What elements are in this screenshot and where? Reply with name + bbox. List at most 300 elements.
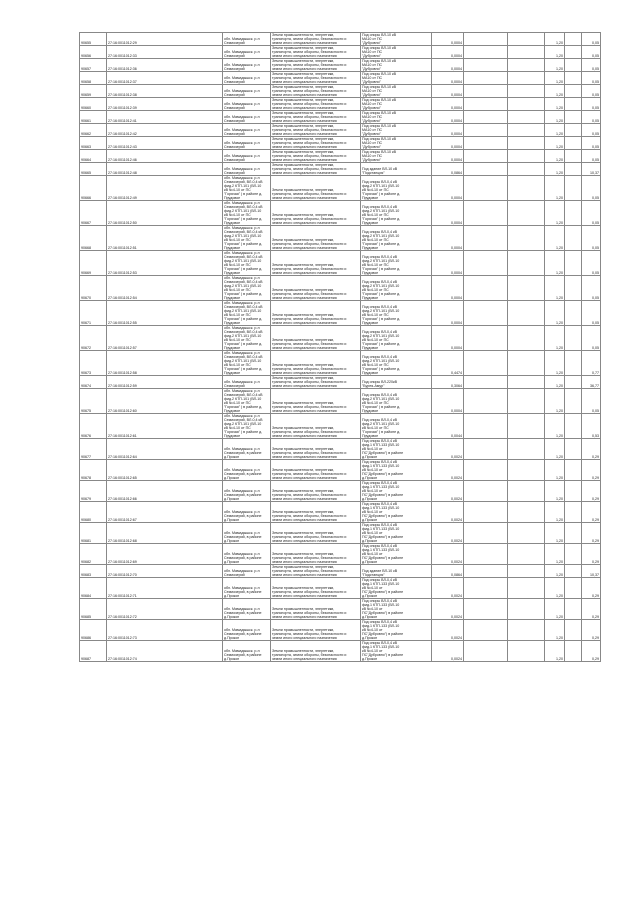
plot-number-cell: 90658 (80, 72, 107, 85)
land-category-cell: Земли промышленности, энергетики, транспорта, земли обороны, безопасности и земли иного специального назначения (271, 46, 361, 59)
permitted-use-cell: Под опоры ВЛ-0,4 кВ фид.2 КТП-101 (ВЛ-10 кВ №4-10 от ПС "Горячая" ) в районе д. Прудовое (361, 389, 432, 414)
area-cell: 0,4474 (432, 351, 464, 376)
table-row (80, 59, 601, 72)
rate-cell: 1,20 (545, 376, 565, 389)
cadastral-number-cell: 27:16:0011012:73 (107, 620, 223, 641)
area-cell: 0,0004 (432, 301, 464, 326)
rate-cell: 1,20 (545, 46, 565, 59)
table-row (80, 176, 601, 201)
plot-number-cell: 90685 (80, 599, 107, 620)
area-cell: 0,0004 (432, 389, 464, 414)
sum-cell: 10,37 (582, 163, 601, 176)
empty-cell (508, 33, 545, 46)
empty-cell (565, 326, 582, 351)
permitted-use-cell: Под опоры ВЛ-220кВ "Бурея-Амур" (361, 376, 432, 389)
area-cell: 0,0024 (432, 641, 464, 662)
land-category-cell: Земли промышленности, энергетики, транспорта, земли обороны, безопасности и земли иного специального назначения (271, 226, 361, 251)
sum-cell: 0,05 (582, 226, 601, 251)
empty-cell (464, 599, 508, 620)
land-category-cell: Земли промышленности, энергетики, транспорта, земли обороны, безопасности и земли иного специального назначения (271, 176, 361, 201)
empty-cell (565, 620, 582, 641)
empty-cell (464, 85, 508, 98)
cadastral-number-cell: 27:16:0011012:58 (107, 351, 223, 376)
empty-cell (508, 599, 545, 620)
permitted-use-cell: Под опоры ВЛ-10 кВ МА10 от ПС "Дубровно" (361, 111, 432, 124)
sum-cell: 0,05 (582, 72, 601, 85)
sum-cell: 0,05 (582, 137, 601, 150)
empty-cell (565, 389, 582, 414)
empty-cell (508, 481, 545, 502)
cadastral-number-cell: 27:16:0011012:51 (107, 226, 223, 251)
cadastral-number-cell: 27:16:0011012:50 (107, 201, 223, 226)
sum-cell: 0,29 (582, 481, 601, 502)
rate-cell: 1,20 (545, 176, 565, 201)
rate-cell: 1,20 (545, 439, 565, 460)
empty-cell (464, 389, 508, 414)
sum-cell: 0,05 (582, 33, 601, 46)
empty-cell (508, 523, 545, 544)
table-body (80, 33, 601, 662)
land-category-cell: Земли промышленности, энергетики, транспорта, земли обороны, безопасности и земли иного специального назначения (271, 326, 361, 351)
address-cell: обл. Мамадышск. р-н Семиозерий (223, 33, 271, 46)
empty-cell (464, 276, 508, 301)
plot-number-cell: 90669 (80, 251, 107, 276)
table-row (80, 565, 601, 578)
area-cell: 0,0004 (432, 98, 464, 111)
empty-cell (464, 137, 508, 150)
rate-cell: 1,20 (545, 226, 565, 251)
address-cell: обл. Мамадышск. р-н Семиозерий, ВЛ-0,4 кВ фид.2 КТП-101 (ВЛ-10 кВ №4-10 от ПС "Горячая" ) в районе д. Прудовое (223, 201, 271, 226)
land-category-cell: Земли промышленности, энергетики, транспорта, земли обороны, безопасности и земли иного специального назначения (271, 414, 361, 439)
area-cell: 0,0004 (432, 326, 464, 351)
empty-cell (508, 301, 545, 326)
sum-cell: 0,05 (582, 85, 601, 98)
cadastral-number-cell: 27:16:0011012:70 (107, 565, 223, 578)
cadastral-number-cell: 27:16:0011012:38 (107, 85, 223, 98)
plot-number-cell: 90668 (80, 226, 107, 251)
empty-cell (565, 439, 582, 460)
empty-cell (508, 201, 545, 226)
land-plots-table (79, 32, 601, 662)
address-cell: обл. Мамадышск. р-н Семиозерий, ВЛ-0,4 кВ фид.2 КТП-101 (ВЛ-10 кВ №4-10 от ПС "Горячая" ) в районе д. Прудовое (223, 301, 271, 326)
rate-cell: 1,20 (545, 599, 565, 620)
area-cell: 0,3064 (432, 376, 464, 389)
rate-cell: 1,20 (545, 251, 565, 276)
empty-cell (508, 544, 545, 565)
cadastral-number-cell: 27:16:0011012:66 (107, 481, 223, 502)
rate-cell: 1,20 (545, 414, 565, 439)
empty-cell (464, 46, 508, 59)
cadastral-number-cell: 27:16:0011012:61 (107, 414, 223, 439)
permitted-use-cell: Под опоры ВЛ-0,4 кВ фид.1 КТП-133 (ВЛ-10 кВ №4-10 от ПС"Дубровно") в районе д.Прокоп (361, 523, 432, 544)
area-cell: 0,0024 (432, 620, 464, 641)
empty-cell (508, 176, 545, 201)
table-row (80, 460, 601, 481)
empty-cell (464, 326, 508, 351)
empty-cell (464, 544, 508, 565)
sum-cell: 0,05 (582, 201, 601, 226)
empty-cell (565, 351, 582, 376)
empty-cell (464, 414, 508, 439)
address-cell: обл. Мамадышск. р-н Семиозерий, в районе д.Прокоп (223, 502, 271, 523)
land-category-cell: Земли промышленности, энергетики, транспорта, земли обороны, безопасности и земли иного специального назначения (271, 201, 361, 226)
land-category-cell: Земли промышленности, энергетики, транспорта, земли обороны, безопасности и земли иного специального назначения (271, 565, 361, 578)
area-cell: 0,0864 (432, 565, 464, 578)
land-category-cell: Земли промышленности, энергетики, транспорта, земли обороны, безопасности и земли иного специального назначения (271, 276, 361, 301)
address-cell: обл. Мамадышск. р-н Семиозерий (223, 46, 271, 59)
address-cell: обл. Мамадышск. р-н Семиозерий (223, 150, 271, 163)
empty-cell (508, 72, 545, 85)
empty-cell (508, 251, 545, 276)
address-cell: обл. Мамадышск. р-н Семиозерий (223, 163, 271, 176)
rate-cell: 1,20 (545, 544, 565, 565)
plot-number-cell: 90681 (80, 523, 107, 544)
table-row (80, 98, 601, 111)
empty-cell (565, 124, 582, 137)
plot-number-cell: 90678 (80, 460, 107, 481)
cadastral-number-cell: 27:16:0011012:60 (107, 389, 223, 414)
area-cell: 0,0004 (432, 226, 464, 251)
empty-cell (464, 301, 508, 326)
address-cell: обл. Мамадышск. р-н Семиозерий, ВЛ-0,4 кВ фид.2 КТП-101 (ВЛ-10 кВ №4-10 от ПС "Горячая" ) в районе д. Прудовое (223, 414, 271, 439)
cadastral-number-cell: 27:16:0011012:72 (107, 599, 223, 620)
rate-cell: 1,20 (545, 276, 565, 301)
plot-number-cell: 90665 (80, 163, 107, 176)
empty-cell (464, 226, 508, 251)
plot-number-cell: 90675 (80, 389, 107, 414)
area-cell: 0,0004 (432, 59, 464, 72)
table-row (80, 276, 601, 301)
area-cell: 0,0044 (432, 414, 464, 439)
empty-cell (464, 201, 508, 226)
empty-cell (565, 150, 582, 163)
rate-cell: 1,20 (545, 137, 565, 150)
land-category-cell: Земли промышленности, энергетики, транспорта, земли обороны, безопасности и земли иного специального назначения (271, 137, 361, 150)
land-category-cell: Земли промышленности, энергетики, транспорта, земли обороны, безопасности и земли иного специального назначения (271, 124, 361, 137)
table-row (80, 201, 601, 226)
cadastral-number-cell: 27:16:0011012:41 (107, 111, 223, 124)
plot-number-cell: 90662 (80, 124, 107, 137)
table-row (80, 523, 601, 544)
empty-cell (464, 251, 508, 276)
land-category-cell: Земли промышленности, энергетики, транспорта, земли обороны, безопасности и земли иного специального назначения (271, 502, 361, 523)
table-row (80, 251, 601, 276)
permitted-use-cell: Под опоры ВЛ-0,4 кВ фид.1 КТП-133 (ВЛ-10 кВ №4-10 от ПС"Дубровно") в районе д.Прокоп (361, 578, 432, 599)
area-cell: 0,0024 (432, 599, 464, 620)
empty-cell (508, 111, 545, 124)
rate-cell: 1,20 (545, 150, 565, 163)
empty-cell (565, 176, 582, 201)
land-category-cell: Земли промышленности, энергетики, транспорта, земли обороны, безопасности и земли иного специального назначения (271, 578, 361, 599)
empty-cell (508, 98, 545, 111)
sum-cell: 0,05 (582, 124, 601, 137)
rate-cell: 1,20 (545, 565, 565, 578)
empty-cell (508, 376, 545, 389)
plot-number-cell: 90680 (80, 502, 107, 523)
area-cell: 0,0024 (432, 544, 464, 565)
permitted-use-cell: Под здание ВЛ-10 кВ "Подстанция" (361, 565, 432, 578)
sum-cell: 0,29 (582, 523, 601, 544)
empty-cell (565, 502, 582, 523)
area-cell: 0,0004 (432, 176, 464, 201)
empty-cell (565, 163, 582, 176)
address-cell: обл. Мамадышск. р-н Семиозерий, в районе д.Прокоп (223, 460, 271, 481)
plot-number-cell: 90686 (80, 620, 107, 641)
address-cell: обл. Мамадышск. р-н Семиозерий (223, 137, 271, 150)
area-cell: 0,0864 (432, 163, 464, 176)
empty-cell (508, 150, 545, 163)
address-cell: обл. Мамадышск. р-н Семиозерий, в районе д.Прокоп (223, 544, 271, 565)
area-cell: 0,0004 (432, 137, 464, 150)
land-category-cell: Земли промышленности, энергетики, транспорта, земли обороны, безопасности и земли иного специального назначения (271, 59, 361, 72)
empty-cell (565, 301, 582, 326)
table-row (80, 85, 601, 98)
permitted-use-cell: Под опоры ВЛ-10 кВ МА10 от ПС "Дубровно" (361, 137, 432, 150)
plot-number-cell: 90656 (80, 46, 107, 59)
land-category-cell: Земли промышленности, энергетики, транспорта, земли обороны, безопасности и земли иного специального назначения (271, 620, 361, 641)
sum-cell: 0,29 (582, 460, 601, 481)
plot-number-cell: 90671 (80, 301, 107, 326)
permitted-use-cell: Под здание ВЛ-10 кВ "Подстанция" (361, 163, 432, 176)
table-row (80, 301, 601, 326)
table-row (80, 620, 601, 641)
address-cell: обл. Мамадышск. р-н Семиозерий (223, 85, 271, 98)
table-row (80, 376, 601, 389)
rate-cell: 1,20 (545, 33, 565, 46)
rate-cell: 1,20 (545, 578, 565, 599)
empty-cell (508, 620, 545, 641)
permitted-use-cell: Под опоры ВЛ-0,4 кВ фид.2 КТП-101 (ВЛ-10 кВ №4-10 от ПС "Горячая" ) в районе д. Прудовое (361, 201, 432, 226)
address-cell: обл. Мамадышск. р-н Семиозерий (223, 72, 271, 85)
address-cell: обл. Мамадышск. р-н Семиозерий, в районе д.Прокоп (223, 523, 271, 544)
permitted-use-cell: Под опоры ВЛ-10 кВ МА10 от ПС "Дубровно" (361, 59, 432, 72)
sum-cell: 0,53 (582, 414, 601, 439)
sum-cell: 0,77 (582, 351, 601, 376)
rate-cell: 1,20 (545, 326, 565, 351)
empty-cell (464, 460, 508, 481)
empty-cell (508, 124, 545, 137)
cadastral-number-cell: 27:16:0011012:57 (107, 326, 223, 351)
address-cell: обл. Мамадышск. р-н Семиозерий, ВЛ-0,4 кВ фид.2 КТП-101 (ВЛ-10 кВ №4-10 от ПС "Горячая" ) в районе д. Прудовое (223, 276, 271, 301)
rate-cell: 1,20 (545, 460, 565, 481)
empty-cell (508, 502, 545, 523)
permitted-use-cell: Под опоры ВЛ-10 кВ МА10 от ПС "Дубровно" (361, 46, 432, 59)
permitted-use-cell: Под опоры ВЛ-0,4 кВ фид.2 КТП-101 (ВЛ-10 кВ №4-10 от ПС "Горячая" ) в районе д. Прудовое (361, 326, 432, 351)
table-row (80, 326, 601, 351)
empty-cell (464, 33, 508, 46)
empty-cell (464, 59, 508, 72)
address-cell: обл. Мамадышск. р-н Семиозерий, ВЛ-0,4 кВ фид.2 КТП-101 (ВЛ-10 кВ №4-10 от ПС "Горячая" ) в районе д. Прудовое (223, 326, 271, 351)
address-cell: обл. Мамадышск. р-н Семиозерий, ВЛ-0,4 кВ фид.2 КТП-101 (ВЛ-10 кВ №4-10 от ПС "Горячая" ) в районе д. Прудовое (223, 351, 271, 376)
rate-cell: 1,20 (545, 124, 565, 137)
address-cell: обл. Мамадышск. р-н Семиозерий (223, 124, 271, 137)
area-cell: 0,0024 (432, 523, 464, 544)
permitted-use-cell: Под опоры ВЛ-0,4 кВ фид.1 КТП-133 (ВЛ-10 кВ №4-10 от ПС"Дубровно") в районе д.Прокоп (361, 460, 432, 481)
cadastral-number-cell: 27:16:0011012:39 (107, 98, 223, 111)
plot-number-cell: 90673 (80, 351, 107, 376)
empty-cell (464, 124, 508, 137)
permitted-use-cell: Под опоры ВЛ-0,4 кВ фид.1 КТП-133 (ВЛ-10 кВ №4-10 от ПС"Дубровно") в районе д.Прокоп (361, 439, 432, 460)
empty-cell (464, 150, 508, 163)
rate-cell: 1,20 (545, 351, 565, 376)
sum-cell: 0,05 (582, 150, 601, 163)
empty-cell (565, 565, 582, 578)
table-row (80, 72, 601, 85)
cadastral-number-cell: 27:16:0011012:37 (107, 72, 223, 85)
plot-number-cell: 90687 (80, 641, 107, 662)
address-cell: обл. Мамадышск. р-н Семиозерий, ВЛ-0,4 кВ фид.2 КТП-101 (ВЛ-10 кВ №4-10 от ПС "Горячая" ) в районе д. Прудовое (223, 389, 271, 414)
land-category-cell: Земли промышленности, энергетики, транспорта, земли обороны, безопасности и земли иного специального назначения (271, 544, 361, 565)
area-cell: 0,0004 (432, 276, 464, 301)
area-cell: 0,0024 (432, 578, 464, 599)
empty-cell (565, 33, 582, 46)
cadastral-number-cell: 27:16:0011012:42 (107, 124, 223, 137)
permitted-use-cell: Под опоры ВЛ-0,4 кВ фид.2 КТП-101 (ВЛ-10 кВ №4-10 от ПС "Горячая" ) в районе д. Прудовое (361, 414, 432, 439)
empty-cell (464, 481, 508, 502)
address-cell: обл. Мамадышск. р-н Семиозерий (223, 376, 271, 389)
empty-cell (508, 439, 545, 460)
permitted-use-cell: Под опоры ВЛ-0,4 кВ фид.2 КТП-101 (ВЛ-10 кВ №4-10 от ПС "Горячая" ) в районе д. Прудовое (361, 301, 432, 326)
empty-cell (508, 565, 545, 578)
area-cell: 0,0004 (432, 251, 464, 276)
sum-cell: 0,29 (582, 641, 601, 662)
rate-cell: 1,20 (545, 201, 565, 226)
area-cell: 0,0004 (432, 124, 464, 137)
cadastral-number-cell: 27:16:0011012:33 (107, 46, 223, 59)
empty-cell (508, 226, 545, 251)
land-category-cell: Земли промышленности, энергетики, транспорта, земли обороны, безопасности и земли иного специального назначения (271, 301, 361, 326)
permitted-use-cell: Под опоры ВЛ-0,4 кВ фид.1 КТП-133 (ВЛ-10 кВ №4-10 от ПС"Дубровно") в районе д.Прокоп (361, 502, 432, 523)
rate-cell: 1,20 (545, 301, 565, 326)
address-cell: обл. Мамадышск. р-н Семиозерий, ВЛ-0,4 кВ фид.2 КТП-101 (ВЛ-10 кВ №4-10 от ПС "Горячая" ) в районе д. Прудовое (223, 176, 271, 201)
permitted-use-cell: Под опоры ВЛ-0,4 кВ фид.2 КТП-101 (ВЛ-10 кВ №4-10 от ПС "Горячая" ) в районе д. Прудовое (361, 251, 432, 276)
cadastral-number-cell: 27:16:0011012:43 (107, 137, 223, 150)
table-row (80, 502, 601, 523)
address-cell: обл. Мамадышск. р-н Семиозерий, ВЛ-0,4 кВ фид.2 КТП-101 (ВЛ-10 кВ №4-10 от ПС "Горячая" ) в районе д. Прудовое (223, 226, 271, 251)
land-category-cell: Земли промышленности, энергетики, транспорта, земли обороны, безопасности и земли иного специального назначения (271, 33, 361, 46)
table-row (80, 389, 601, 414)
permitted-use-cell: Под опоры ВЛ-0,4 кВ фид.1 КТП-133 (ВЛ-10 кВ №4-10 от ПС"Дубровно") в районе д.Прокоп (361, 641, 432, 662)
empty-cell (464, 111, 508, 124)
empty-cell (565, 523, 582, 544)
land-category-cell: Земли промышленности, энергетики, транспорта, земли обороны, безопасности и земли иного специального назначения (271, 251, 361, 276)
empty-cell (508, 163, 545, 176)
empty-cell (464, 351, 508, 376)
empty-cell (565, 599, 582, 620)
area-cell: 0,0024 (432, 502, 464, 523)
cadastral-number-cell: 27:16:0011012:48 (107, 163, 223, 176)
permitted-use-cell: Под опоры ВЛ-0,4 кВ фид.2 КТП-101 (ВЛ-10 кВ №4-10 от ПС "Горячая" ) в районе д. Прудовое (361, 226, 432, 251)
empty-cell (565, 46, 582, 59)
table-row (80, 163, 601, 176)
rate-cell: 1,20 (545, 98, 565, 111)
area-cell: 0,0004 (432, 46, 464, 59)
area-cell: 0,0004 (432, 72, 464, 85)
empty-cell (565, 98, 582, 111)
sum-cell: 0,05 (582, 276, 601, 301)
table-row (80, 33, 601, 46)
cadastral-number-cell: 27:16:0011012:36 (107, 59, 223, 72)
table-row (80, 46, 601, 59)
land-category-cell: Земли промышленности, энергетики, транспорта, земли обороны, безопасности и земли иного специального назначения (271, 98, 361, 111)
sum-cell: 0,05 (582, 98, 601, 111)
land-category-cell: Земли промышленности, энергетики, транспорта, земли обороны, безопасности и земли иного специального назначения (271, 481, 361, 502)
rate-cell: 1,20 (545, 620, 565, 641)
plot-number-cell: 90679 (80, 481, 107, 502)
land-category-cell: Земли промышленности, энергетики, транспорта, земли обороны, безопасности и земли иного специального назначения (271, 85, 361, 98)
cadastral-number-cell: 27:16:0011012:53 (107, 251, 223, 276)
address-cell: обл. Мамадышск. р-н Семиозерий, в районе д.Прокоп (223, 641, 271, 662)
empty-cell (464, 523, 508, 544)
empty-cell (464, 163, 508, 176)
empty-cell (565, 137, 582, 150)
empty-cell (508, 578, 545, 599)
empty-cell (508, 46, 545, 59)
cadastral-number-cell: 27:16:0011012:64 (107, 439, 223, 460)
sum-cell: 0,05 (582, 46, 601, 59)
address-cell: обл. Мамадышск. р-н Семиозерий (223, 59, 271, 72)
plot-number-cell: 90663 (80, 137, 107, 150)
sum-cell: 0,05 (582, 301, 601, 326)
empty-cell (565, 85, 582, 98)
permitted-use-cell: Под опоры ВЛ-10 кВ МА10 от ПС "Дубровно" (361, 124, 432, 137)
plot-number-cell: 90664 (80, 150, 107, 163)
rate-cell: 1,20 (545, 111, 565, 124)
empty-cell (464, 376, 508, 389)
sum-cell: 0,05 (582, 176, 601, 201)
sum-cell: 0,05 (582, 326, 601, 351)
rate-cell: 1,20 (545, 163, 565, 176)
address-cell: обл. Мамадышск. р-н Семиозерий, в районе д.Прокоп (223, 439, 271, 460)
area-cell: 0,0024 (432, 460, 464, 481)
land-category-cell: Земли промышленности, энергетики, транспорта, земли обороны, безопасности и земли иного специального назначения (271, 351, 361, 376)
table-row (80, 111, 601, 124)
area-cell: 0,0004 (432, 33, 464, 46)
cadastral-number-cell: 27:16:0011012:67 (107, 502, 223, 523)
land-category-cell: Земли промышленности, энергетики, транспорта, земли обороны, безопасности и земли иного специального назначения (271, 439, 361, 460)
area-cell: 0,0004 (432, 150, 464, 163)
empty-cell (508, 414, 545, 439)
empty-cell (565, 481, 582, 502)
plot-number-cell: 90672 (80, 326, 107, 351)
empty-cell (565, 276, 582, 301)
address-cell: обл. Мамадышск. р-н Семиозерий, в районе д.Прокоп (223, 578, 271, 599)
empty-cell (508, 389, 545, 414)
sum-cell: 0,29 (582, 599, 601, 620)
empty-cell (464, 439, 508, 460)
sum-cell: 0,05 (582, 251, 601, 276)
plot-number-cell: 90655 (80, 33, 107, 46)
land-category-cell: Земли промышленности, энергетики, транспорта, земли обороны, безопасности и земли иного специального назначения (271, 523, 361, 544)
rate-cell: 1,20 (545, 641, 565, 662)
empty-cell (565, 578, 582, 599)
permitted-use-cell: Под опоры ВЛ-10 кВ МА10 от ПС "Дубровно" (361, 72, 432, 85)
area-cell: 0,0004 (432, 201, 464, 226)
cadastral-number-cell: 27:16:0011012:68 (107, 523, 223, 544)
cadastral-number-cell: 27:16:0011012:69 (107, 544, 223, 565)
address-cell: обл. Мамадышск. р-н Семиозерий, ВЛ-0,4 кВ фид.2 КТП-101 (ВЛ-10 кВ №4-10 от ПС "Горячая" ) в районе д. Прудовое (223, 251, 271, 276)
empty-cell (464, 565, 508, 578)
permitted-use-cell: Под опоры ВЛ-10 кВ МА10 от ПС "Дубровно" (361, 98, 432, 111)
permitted-use-cell: Под опоры ВЛ-0,4 кВ фид.1 КТП-133 (ВЛ-10 кВ №4-10 от ПС"Дубровно") в районе д.Прокоп (361, 620, 432, 641)
table-row (80, 150, 601, 163)
cadastral-number-cell: 27:16:0011012:54 (107, 276, 223, 301)
sum-cell: 0,29 (582, 578, 601, 599)
sum-cell: 0,29 (582, 620, 601, 641)
empty-cell (464, 176, 508, 201)
table-row (80, 544, 601, 565)
land-category-cell: Земли промышленности, энергетики, транспорта, земли обороны, безопасности и земли иного специального назначения (271, 599, 361, 620)
